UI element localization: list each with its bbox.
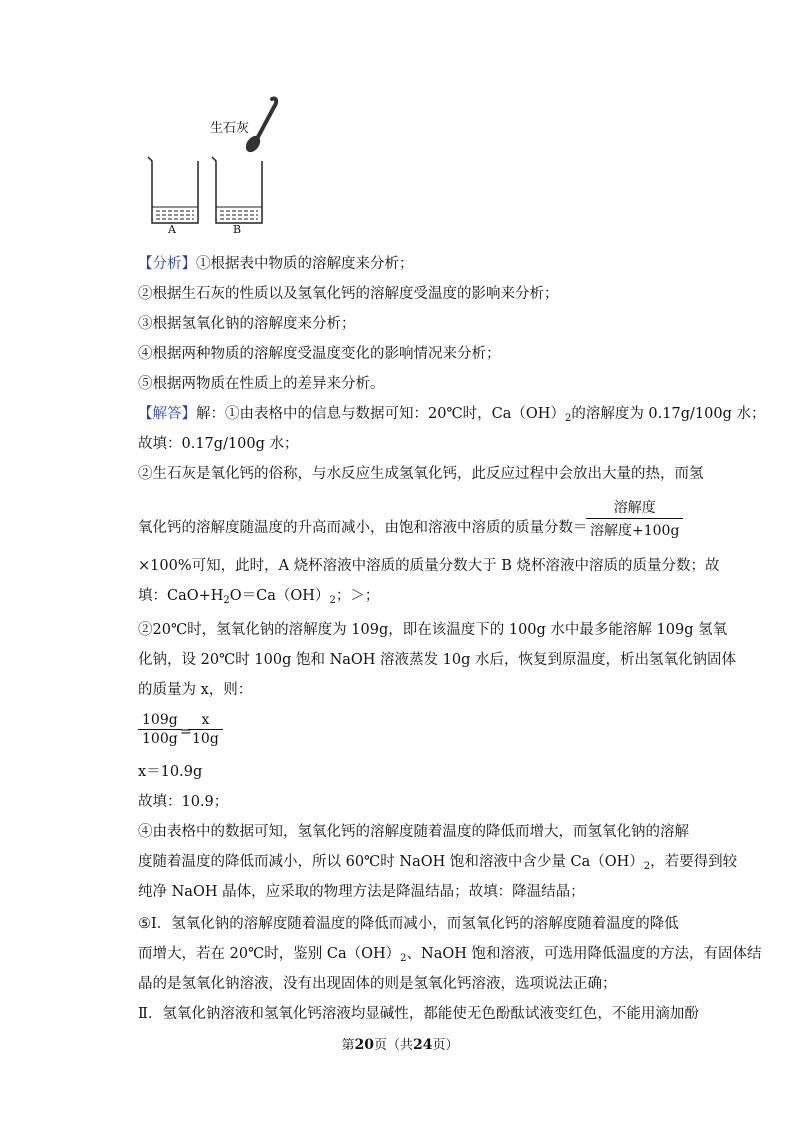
answer-line-17: 晶的是氢氧化钠溶液，没有出现固体的则是氢氧化钙溶液，选项说法正确； xyxy=(138,976,617,992)
footer-text: 页（共 xyxy=(373,1038,413,1053)
fraction-denominator: 10g xyxy=(192,731,219,747)
analysis-line-1 xyxy=(138,254,414,274)
answer-line-10: x＝10.9g xyxy=(138,764,203,780)
answer-line-1 xyxy=(138,404,765,429)
equals-sign: = xyxy=(180,724,192,740)
answer-line-9: 的质量为 x，则： xyxy=(138,682,253,698)
answer-line-5: ×100%可知，此时，A 烧杯溶液中溶质的质量分数大于 B 烧杯溶液中溶质的质量分数；故 xyxy=(138,558,720,574)
answer-text: 填：CaO+H xyxy=(138,588,224,604)
fraction-numerator: 109g xyxy=(142,712,178,728)
answer-tag: 【解答】 xyxy=(138,406,196,422)
answer-line-14: 纯净 NaOH 晶体，应采取的物理方法是降温结晶；故填：降温结晶； xyxy=(138,884,585,900)
beaker-b-shape xyxy=(212,157,262,223)
analysis-text-1: ①根据表中物质的溶解度来分析； xyxy=(196,256,414,272)
beaker-b-label: B xyxy=(233,223,242,236)
analysis-line-5: ⑤根据两物质在性质上的差异来分析。 xyxy=(138,376,385,392)
answer-text: O＝Ca（OH） xyxy=(229,588,330,604)
mass-fraction-formula xyxy=(586,497,683,540)
answer-text: ，若要得到较 xyxy=(650,854,738,870)
answer-text: 而增大，若在 20℃时，鉴别 Ca（OH） xyxy=(138,946,401,962)
footer-text: 页） xyxy=(432,1038,459,1053)
page-total: 24 xyxy=(413,1037,433,1053)
answer-line-2: 故填：0.17g/100g 水； xyxy=(138,436,299,452)
fraction-numerator: 溶解度 xyxy=(613,500,656,516)
answer-line-7: ②20℃时，氢氧化钠的溶解度为 109g，即在该温度下的 100g 水中最多能溶解 109g 氢氧 xyxy=(138,622,728,638)
answer-line-16 xyxy=(138,944,762,969)
fraction-numerator: x xyxy=(201,712,210,728)
answer-line-13 xyxy=(138,852,737,877)
analysis-line-3: ③根据氢氧化钠的溶解度来分析； xyxy=(138,316,356,332)
fraction-bar xyxy=(138,729,182,730)
analysis-line-4: ④根据两种物质的溶解度受温度变化的影响情况来分析； xyxy=(138,346,501,362)
quicklime-label: 生石灰 xyxy=(210,121,250,136)
fraction-denominator: 溶解度+100g xyxy=(590,523,680,539)
page-number: 20 xyxy=(354,1037,374,1053)
analysis-tag: 【分析】 xyxy=(138,256,196,272)
answer-line-3: ②生石灰是氧化钙的俗称，与水反应生成氢氧化钙，此反应过程中会放出大量的热，而氢 xyxy=(138,466,704,482)
ratio-left xyxy=(138,712,182,747)
answer-text: 解：①由表格中的信息与数据可知：20℃时，Ca（OH） xyxy=(196,406,565,422)
subscript: 2 xyxy=(643,861,651,872)
fraction-denominator: 100g xyxy=(142,731,178,747)
footer-text: 第 xyxy=(341,1038,355,1053)
answer-text: 、NaOH 饱和溶液，可选用降低温度的方法，有固体结 xyxy=(406,946,762,962)
beaker-a-label: A xyxy=(168,223,176,236)
subscript: 2 xyxy=(400,953,407,964)
answer-line-18: Ⅱ．氢氧化钠溶液和氢氧化钙溶液均显碱性，都能使无色酚酞试液变红色，不能用滴加酚 xyxy=(138,1006,699,1022)
subscript: 2 xyxy=(223,595,230,606)
answer-text: ；＞； xyxy=(335,588,380,604)
answer-text: 度随着温度的降低而减小，所以 60℃时 NaOH 饱和溶液中含少量 Ca（OH） xyxy=(138,854,644,870)
ratio-right xyxy=(188,712,223,747)
answer-line-6 xyxy=(138,586,379,611)
answer-line-4: 氧化钙的溶解度随温度的升高而减小，由饱和溶液中溶质的质量分数＝ xyxy=(138,520,588,536)
beaker-a-shape xyxy=(148,157,198,223)
fraction-bar xyxy=(188,729,223,730)
fraction-bar xyxy=(586,518,683,519)
subscript: 2 xyxy=(564,413,572,424)
answer-line-11: 故填：10.9； xyxy=(138,794,229,810)
answer-line-15: ⑤Ⅰ．氢氧化钠的溶解度随着温度的降低而减小，而氢氧化钙的溶解度随着温度的降低 xyxy=(138,916,679,932)
page-footer xyxy=(0,1034,800,1053)
answer-line-8: 化钠，设 20℃时 100g 饱和 NaOH 溶液蒸发 10g 水后，恢复到原温度，析出氢氧化钠固体 xyxy=(138,652,736,668)
answer-line-12: ④由表格中的数据可知，氢氧化钙的溶解度随着温度的降低而增大，而氢氧化钠的溶解 xyxy=(138,824,689,840)
beaker-figure xyxy=(140,95,290,240)
analysis-line-2: ②根据生石灰的性质以及氢氧化钙的溶解度受温度的影响来分析； xyxy=(138,286,559,302)
answer-text: 的溶解度为 0.17g/100g 水； xyxy=(571,406,766,422)
subscript: 2 xyxy=(329,595,336,606)
